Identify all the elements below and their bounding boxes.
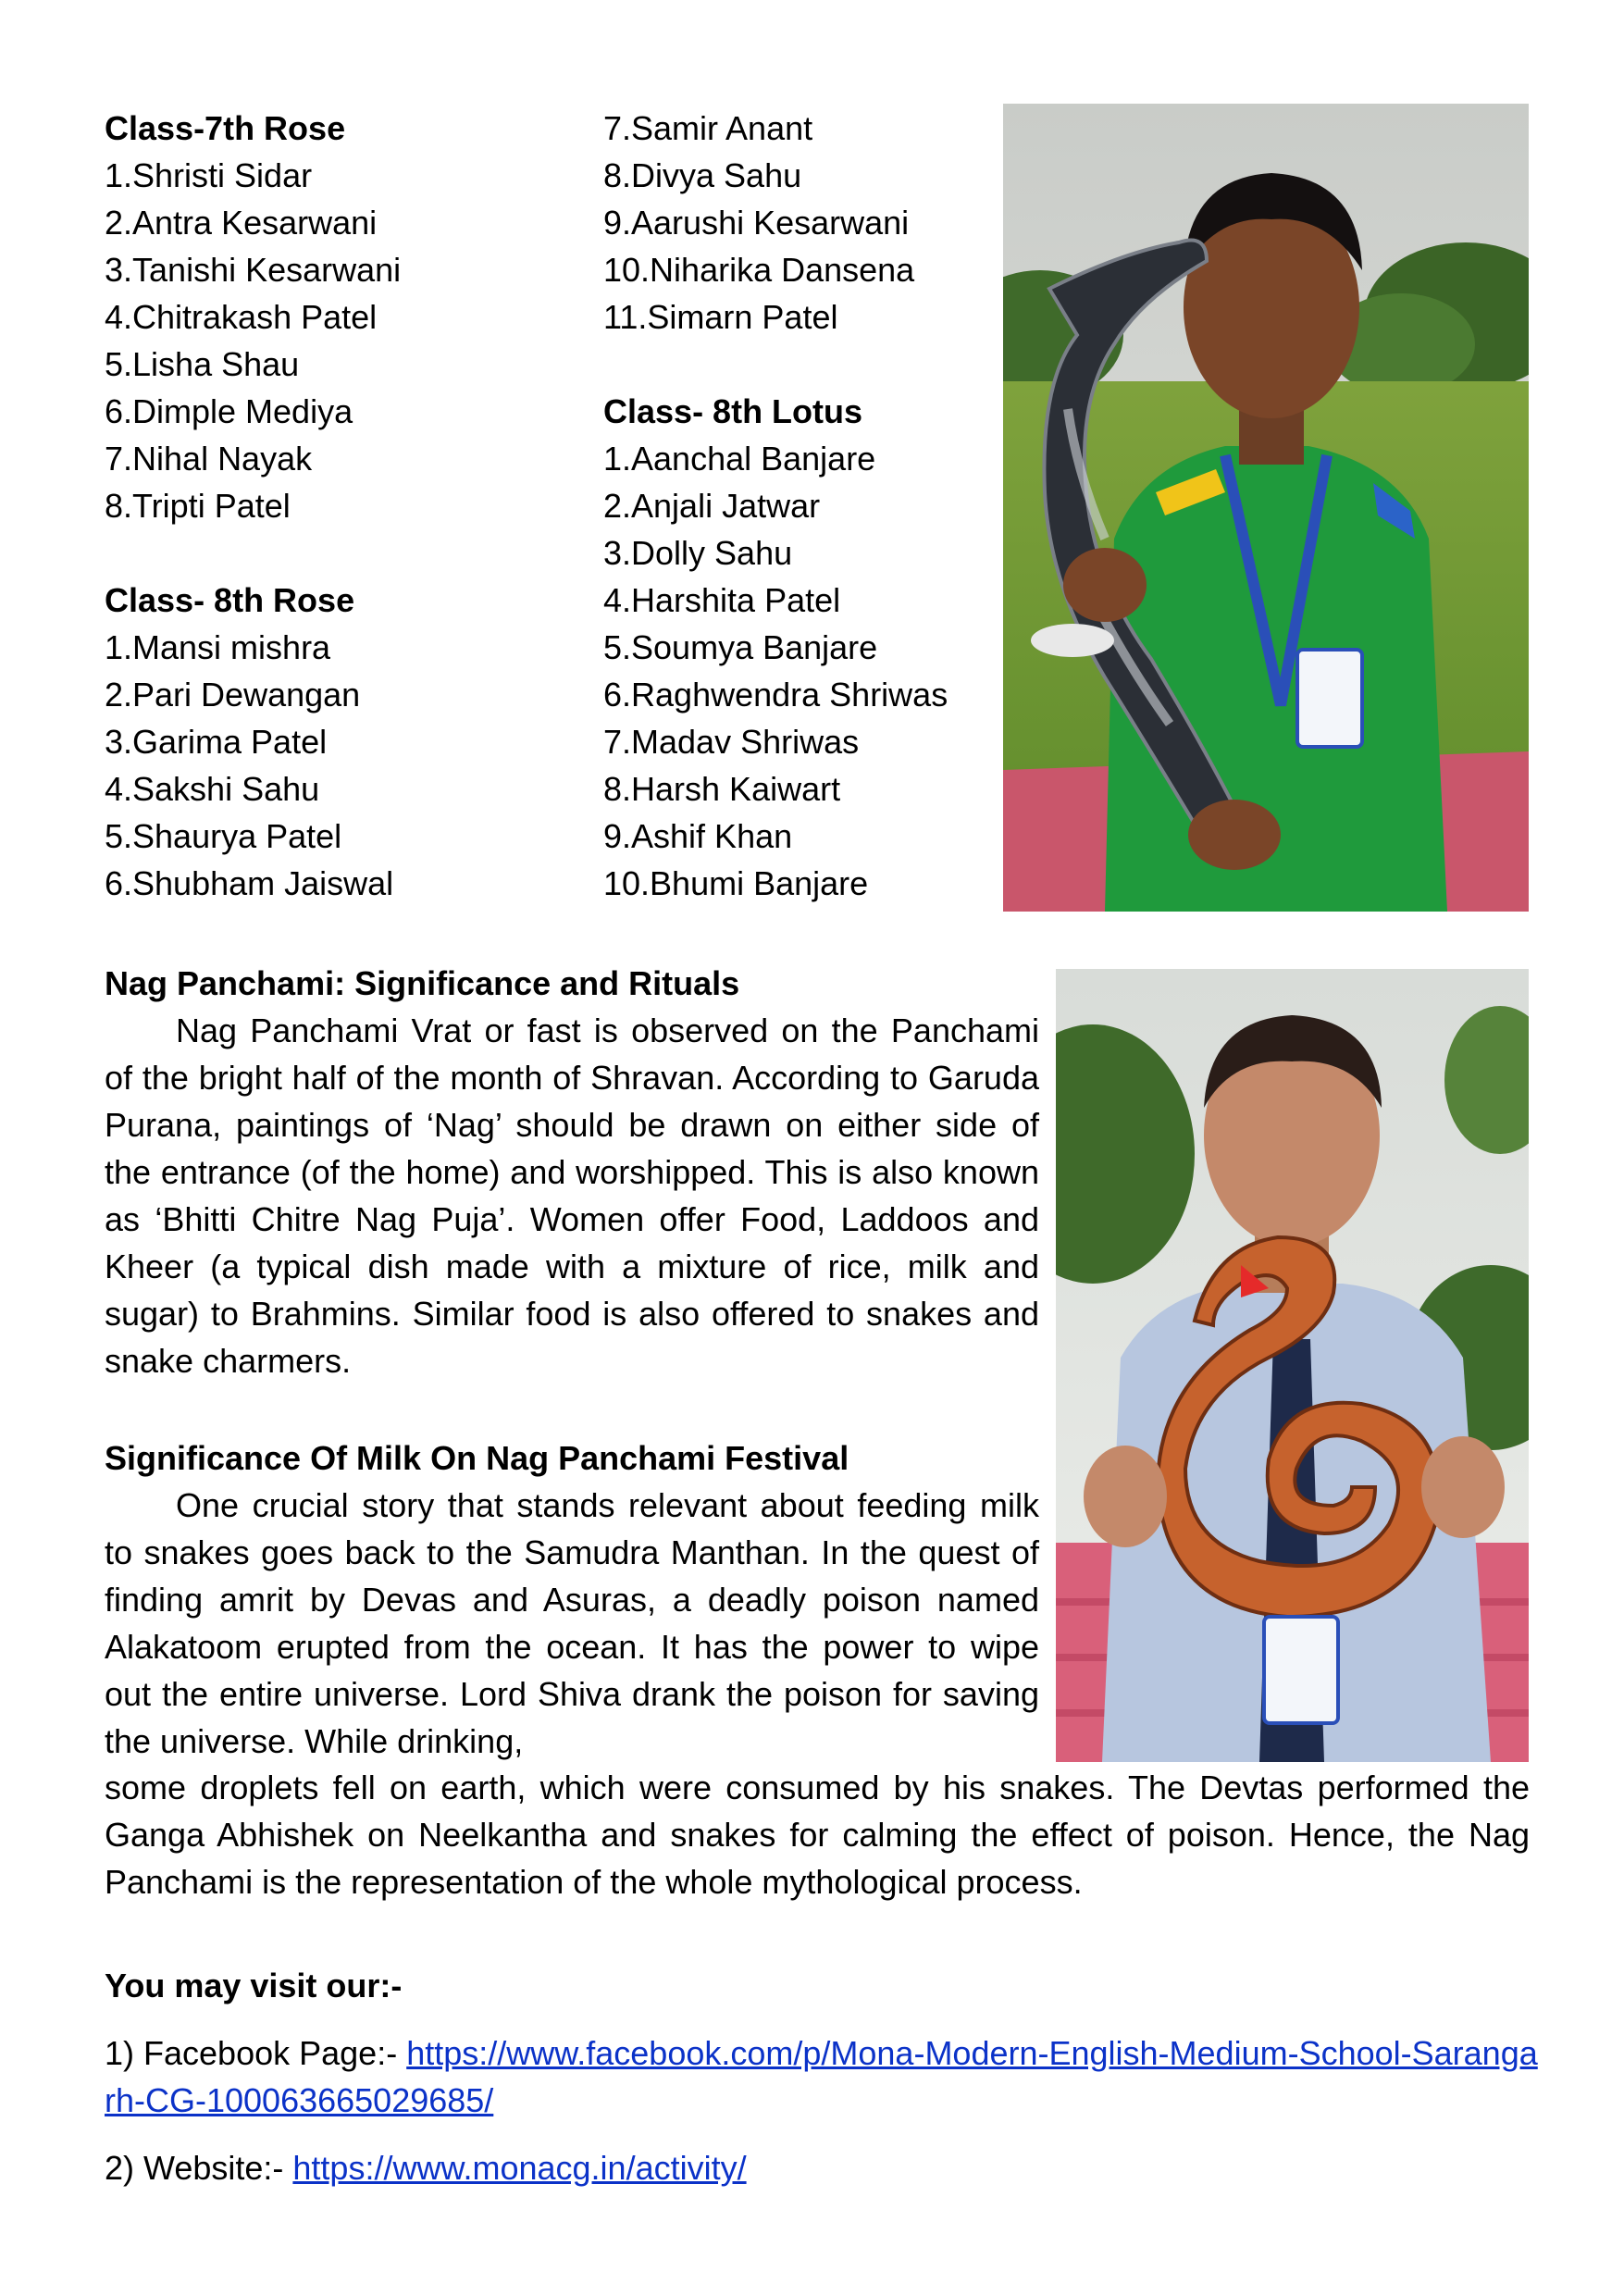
list-item: 3.Tanishi Kesarwani: [105, 251, 402, 289]
list-item: 11.Simarn Patel: [603, 298, 838, 336]
facebook-link[interactable]: https://www.facebook.com/p/Mona-Modern-English-Medium-School-Sarangarh-CG-100063665029685/: [105, 2034, 1538, 2119]
section-heading: Nag Panchami: Significance and Rituals: [105, 964, 740, 1002]
list-item: 4.Sakshi Sahu: [105, 770, 320, 808]
student-holding-cobra-drawing-photo: [1056, 969, 1529, 1762]
list-item: 6.Raghwendra Shriwas: [603, 676, 948, 714]
list-item: 3.Dolly Sahu: [603, 534, 793, 572]
list-item: 2.Anjali Jatwar: [603, 487, 821, 525]
photo2-illustration: [1056, 969, 1529, 1762]
list-item: 6.Dimple Mediya: [105, 392, 353, 430]
visit-heading: You may visit our:-: [105, 1967, 403, 2004]
list-item: 8.Harsh Kaiwart: [603, 770, 841, 808]
facebook-link-line: [105, 2029, 1548, 2124]
class7-rose-heading: Class-7th Rose: [105, 109, 346, 147]
list-item: 1.Aanchal Banjare: [603, 440, 876, 478]
list-item: 10.Niharika Dansena: [603, 251, 915, 289]
photo1-illustration: [1003, 104, 1529, 912]
list-item: 7.Nihal Nayak: [105, 440, 313, 478]
nag-panchami-rituals-section: [105, 960, 1039, 1384]
website-link[interactable]: https://www.monacg.in/activity/: [292, 2149, 747, 2187]
list-item: 7.Samir Anant: [603, 109, 813, 147]
list-item: 9.Ashif Khan: [603, 817, 793, 855]
list-item: 4.Harshita Patel: [603, 581, 841, 619]
list-item: 10.Bhumi Banjare: [603, 864, 869, 902]
class8-lotus-heading: Class- 8th Lotus: [603, 392, 863, 430]
list-item: 2.Pari Dewangan: [105, 676, 361, 714]
section-paragraph: One crucial story that stands relevant about feeding milk to snakes goes back to the Samudra Manthan. In the quest of finding amrit by Devas and Asuras, a deadly poison named Alakatoom erupted from the ocean. It has the power to wipe out the entire universe. Lord Shiva drank the poison for saving the universe. While drinking,: [105, 1486, 1039, 1760]
milk-significance-heading: Significance Of Milk On Nag Panchami Festival: [105, 1439, 849, 1477]
student-holding-paper-snake-photo: [1003, 104, 1529, 912]
website-label: 2) Website:-: [105, 2149, 293, 2187]
list-item: 2.Antra Kesarwani: [105, 204, 378, 242]
list-item: 8.Tripti Patel: [105, 487, 291, 525]
website-link-line: [105, 2144, 1548, 2191]
list-item: 6.Shubham Jaiswal: [105, 864, 394, 902]
list-gap: [105, 529, 401, 577]
list-item: 8.Divya Sahu: [603, 156, 802, 194]
class-lists-column-1: [105, 105, 401, 907]
section-paragraph-continued: some droplets fell on earth, which were consumed by his snakes. The Devtas performed the Ganga Abhishek on Neelkantha and snakes for calming the effect of poison. Hence, the Nag Panchami is the representation of the whole mythological process.: [105, 1769, 1530, 1901]
list-item: 9.Aarushi Kesarwani: [603, 204, 910, 242]
class-lists-column-2: [603, 105, 948, 907]
facebook-label: 1) Facebook Page:-: [105, 2034, 407, 2072]
section-paragraph: Nag Panchami Vrat or fast is observed on the Panchami of the bright half of the month of Shravan. According to Garuda Purana, paintings of ‘Nag’ should be drawn on either side of the entrance (of the home) and worshipped. This is also known as ‘Bhitti Chitre Nag Puja’. Women offer Food, Laddoos and Kheer (a typical dish made with a mixture of rice, milk and sugar) to Brahmins. Similar food is also offered to snakes and snake charmers.: [105, 1011, 1039, 1380]
class8-rose-heading: Class- 8th Rose: [105, 581, 355, 619]
list-item: 5.Lisha Shau: [105, 345, 300, 383]
list-item: 7.Madav Shriwas: [603, 723, 860, 761]
list-item: 5.Shaurya Patel: [105, 817, 342, 855]
list-item: 3.Garima Patel: [105, 723, 328, 761]
list-gap: [603, 341, 948, 388]
list-item: 4.Chitrakash Patel: [105, 298, 378, 336]
list-item: 5.Soumya Banjare: [603, 628, 878, 666]
list-item: 1.Mansi mishra: [105, 628, 331, 666]
visit-links-section: [105, 1962, 1548, 2191]
list-item: 1.Shristi Sidar: [105, 156, 313, 194]
